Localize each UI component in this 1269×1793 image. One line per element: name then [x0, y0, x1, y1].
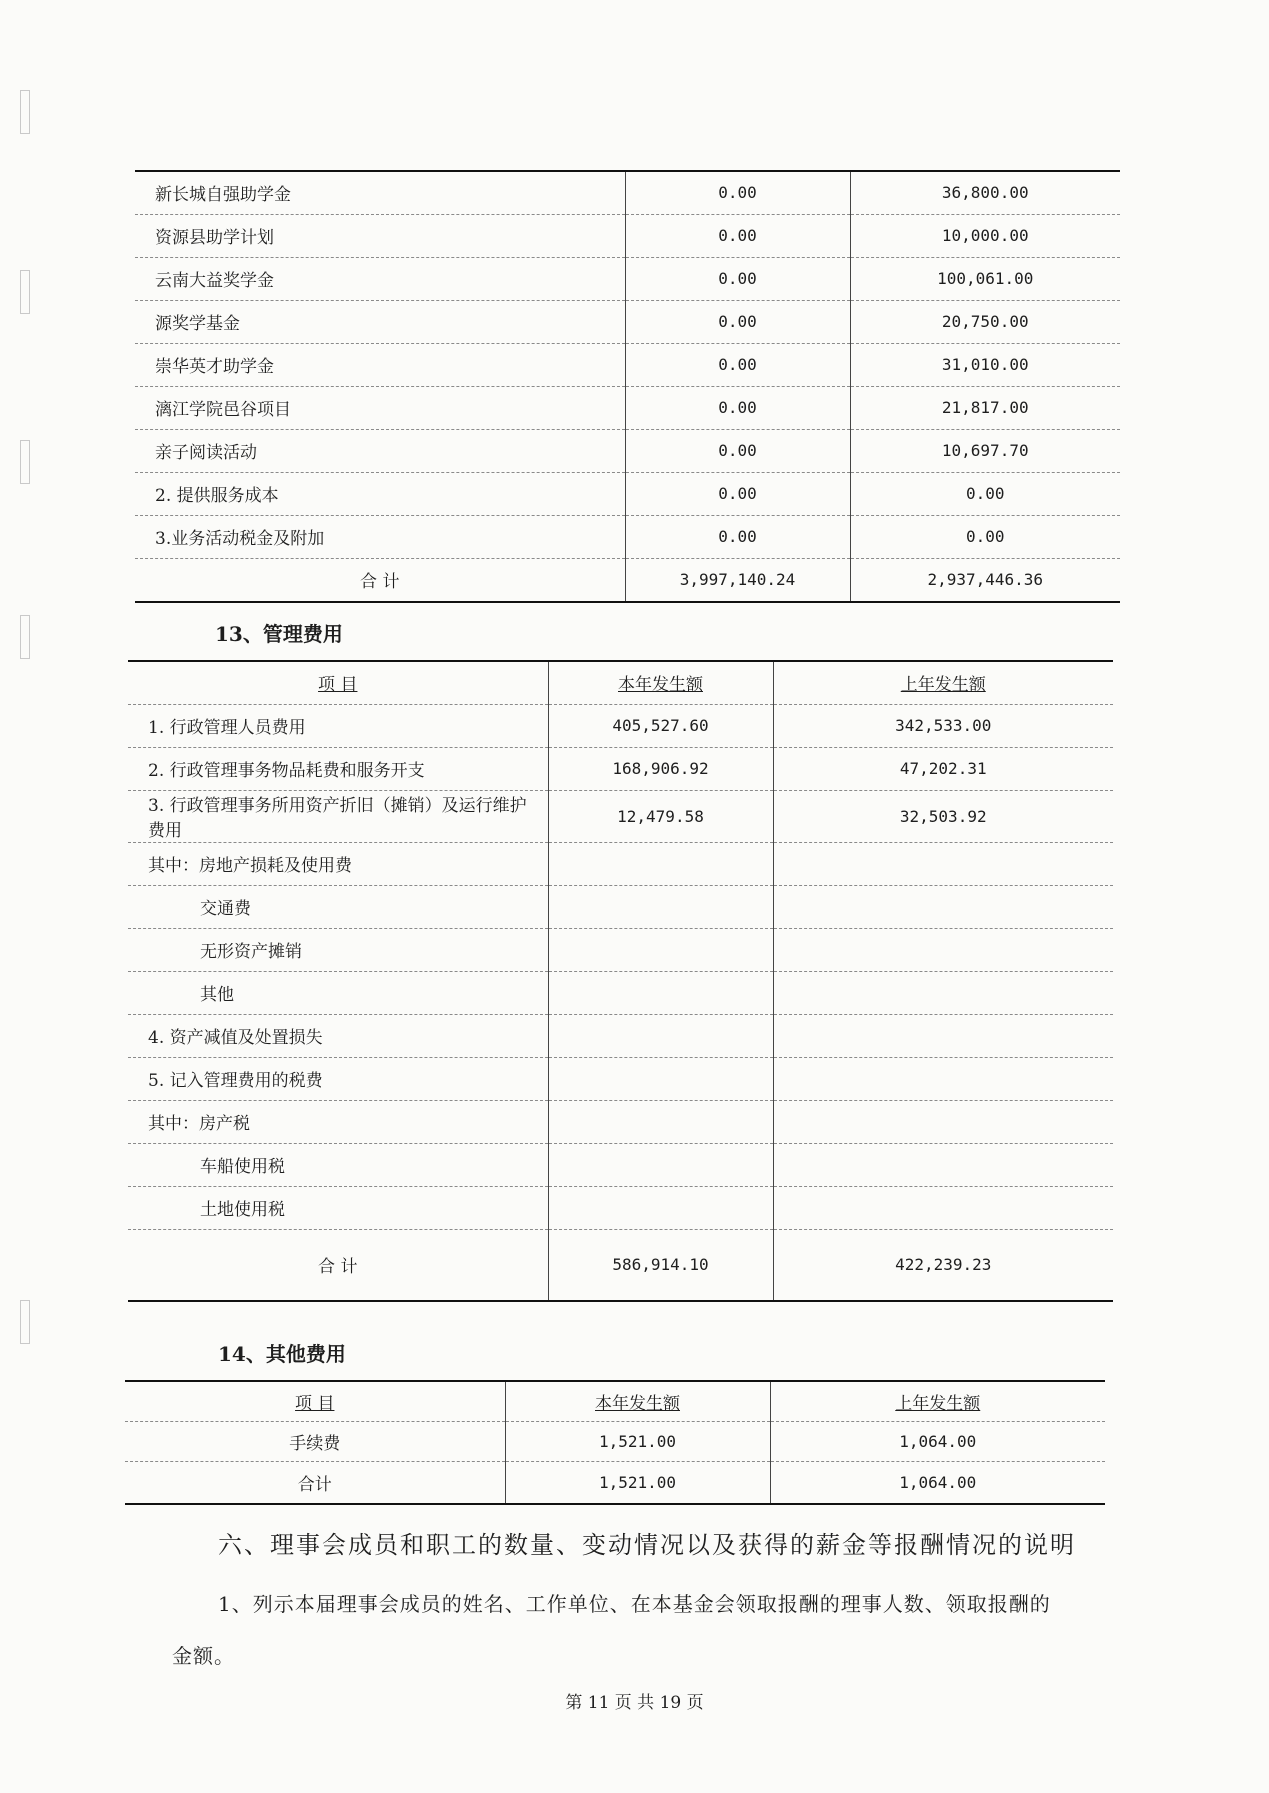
cell-current — [548, 1014, 773, 1057]
header-prior-label: 上年发生额 — [895, 1393, 981, 1414]
table-row — [128, 1186, 1113, 1229]
section-14-title: 14、其他费用 — [218, 1342, 346, 1366]
total-current: 1,521.00 — [505, 1461, 770, 1504]
cell-current — [548, 971, 773, 1014]
section-6-heading: 六、理事会成员和职工的数量、变动情况以及获得的薪金等报酬情况的说明 — [218, 1531, 1076, 1559]
cell-prior: 31,010.00 — [850, 343, 1120, 386]
table-row — [135, 257, 1120, 300]
table-row — [135, 214, 1120, 257]
cell-prior — [773, 1100, 1113, 1143]
table-row — [135, 472, 1120, 515]
header-item — [128, 661, 548, 704]
cell-prior: 1,064.00 — [770, 1421, 1105, 1461]
cell-current — [548, 1100, 773, 1143]
cell-item: 其他 — [128, 971, 548, 1014]
cell-current: 0.00 — [625, 300, 850, 343]
header-item — [125, 1381, 505, 1421]
cell-current — [548, 1057, 773, 1100]
cell-prior — [773, 971, 1113, 1014]
cell-prior — [773, 885, 1113, 928]
table-row — [128, 971, 1113, 1014]
cell-item: 1. 行政管理人员费用 — [128, 704, 548, 747]
table-row — [128, 704, 1113, 747]
table-row — [135, 515, 1120, 558]
table-header-row — [125, 1381, 1105, 1421]
cell-item: 手续费 — [125, 1421, 505, 1461]
total-item: 合计 — [125, 1461, 505, 1504]
header-current — [505, 1381, 770, 1421]
binder-mark — [20, 615, 30, 659]
other-expense-table — [125, 1380, 1105, 1505]
cell-item: 3.业务活动税金及附加 — [135, 515, 625, 558]
header-current-label: 本年发生额 — [618, 675, 703, 696]
business-cost-table — [135, 170, 1120, 603]
section-13-title: 13、管理费用 — [215, 622, 343, 646]
table-row — [128, 1100, 1113, 1143]
cell-prior: 342,533.00 — [773, 704, 1113, 747]
table-row — [135, 343, 1120, 386]
cell-prior: 21,817.00 — [850, 386, 1120, 429]
cell-item: 云南大益奖学金 — [135, 257, 625, 300]
cell-current: 0.00 — [625, 386, 850, 429]
binder-mark — [20, 90, 30, 134]
cell-prior: 10,697.70 — [850, 429, 1120, 472]
header-prior — [773, 661, 1113, 704]
cell-current — [548, 885, 773, 928]
cell-current: 168,906.92 — [548, 747, 773, 790]
total-current: 586,914.10 — [548, 1229, 773, 1301]
cell-current: 12,479.58 — [548, 790, 773, 842]
cell-prior — [773, 1057, 1113, 1100]
header-item-label: 项 目 — [295, 1393, 335, 1414]
table-row — [128, 928, 1113, 971]
header-prior — [770, 1381, 1105, 1421]
cell-prior — [773, 1143, 1113, 1186]
cell-current — [548, 1143, 773, 1186]
cell-prior: 32,503.92 — [773, 790, 1113, 842]
page-footer: 第 11 页 共 19 页 — [565, 1693, 704, 1713]
cell-item: 土地使用税 — [128, 1186, 548, 1229]
table-row — [128, 790, 1113, 842]
cell-prior: 36,800.00 — [850, 171, 1120, 214]
section-6-paragraph: 1、列示本届理事会成员的姓名、工作单位、在本基金会领取报酬的理事人数、领取报酬的金额。 — [172, 1592, 1051, 1668]
cell-item: 5. 记入管理费用的税费 — [128, 1057, 548, 1100]
cell-prior — [773, 1186, 1113, 1229]
table-row — [125, 1421, 1105, 1461]
table-row — [128, 747, 1113, 790]
cell-current: 0.00 — [625, 171, 850, 214]
binder-mark — [20, 270, 30, 314]
cell-current: 0.00 — [625, 472, 850, 515]
total-prior: 422,239.23 — [773, 1229, 1113, 1301]
table-row — [128, 885, 1113, 928]
total-row — [135, 558, 1120, 602]
cell-prior: 47,202.31 — [773, 747, 1113, 790]
cell-item: 3. 行政管理事务所用资产折旧（摊销）及运行维护费用 — [128, 790, 548, 842]
cell-prior — [773, 928, 1113, 971]
header-item-label: 项 目 — [318, 675, 358, 696]
cell-item: 其中：房产税 — [128, 1100, 548, 1143]
cell-item: 亲子阅读活动 — [135, 429, 625, 472]
cell-prior — [773, 1014, 1113, 1057]
total-row — [125, 1461, 1105, 1504]
cell-prior: 100,061.00 — [850, 257, 1120, 300]
total-item: 合 计 — [128, 1229, 548, 1301]
cell-current: 0.00 — [625, 257, 850, 300]
cell-prior: 0.00 — [850, 472, 1120, 515]
cell-item: 无形资产摊销 — [128, 928, 548, 971]
cell-current: 0.00 — [625, 515, 850, 558]
admin-expense-table — [128, 660, 1113, 1302]
cell-item: 新长城自强助学金 — [135, 171, 625, 214]
cell-current — [548, 1186, 773, 1229]
cell-item: 2. 提供服务成本 — [135, 472, 625, 515]
cell-prior — [773, 842, 1113, 885]
cell-item: 2. 行政管理事务物品耗费和服务开支 — [128, 747, 548, 790]
table-row — [135, 171, 1120, 214]
total-prior: 2,937,446.36 — [850, 558, 1120, 602]
cell-item: 崇华英才助学金 — [135, 343, 625, 386]
table-row — [128, 842, 1113, 885]
cell-prior: 20,750.00 — [850, 300, 1120, 343]
binder-mark — [20, 1300, 30, 1344]
header-current — [548, 661, 773, 704]
cell-item: 其中：房地产损耗及使用费 — [128, 842, 548, 885]
cell-item: 车船使用税 — [128, 1143, 548, 1186]
cell-current — [548, 928, 773, 971]
cell-prior: 0.00 — [850, 515, 1120, 558]
cell-item: 源奖学基金 — [135, 300, 625, 343]
table-row — [128, 1014, 1113, 1057]
header-current-label: 本年发生额 — [595, 1393, 680, 1414]
total-current: 3,997,140.24 — [625, 558, 850, 602]
cell-current: 0.00 — [625, 343, 850, 386]
cell-item: 交通费 — [128, 885, 548, 928]
header-prior-label: 上年发生额 — [900, 675, 986, 696]
table-header-row — [128, 661, 1113, 704]
cell-item: 漓江学院邑谷项目 — [135, 386, 625, 429]
cell-item: 资源县助学计划 — [135, 214, 625, 257]
table-row — [135, 300, 1120, 343]
cell-item: 4. 资产减值及处置损失 — [128, 1014, 548, 1057]
cell-current: 405,527.60 — [548, 704, 773, 747]
total-item: 合 计 — [135, 558, 625, 602]
total-row — [128, 1229, 1113, 1301]
cell-current: 1,521.00 — [505, 1421, 770, 1461]
cell-current: 0.00 — [625, 214, 850, 257]
cell-prior: 10,000.00 — [850, 214, 1120, 257]
table-row — [135, 429, 1120, 472]
cell-current: 0.00 — [625, 429, 850, 472]
table-row — [128, 1143, 1113, 1186]
binder-mark — [20, 440, 30, 484]
total-prior: 1,064.00 — [770, 1461, 1105, 1504]
cell-current — [548, 842, 773, 885]
table-row — [135, 386, 1120, 429]
table-row — [128, 1057, 1113, 1100]
